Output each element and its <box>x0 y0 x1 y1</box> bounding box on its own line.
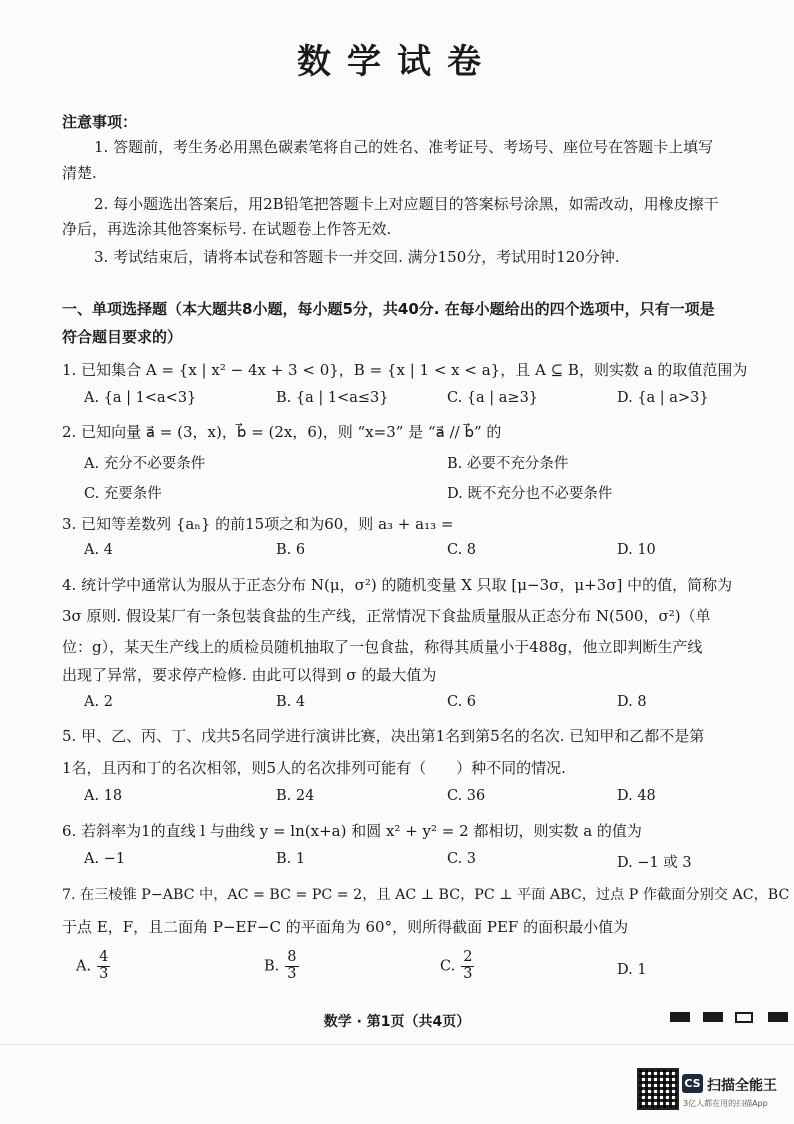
page-divider <box>0 1044 794 1045</box>
question-2-option-d: D. 既不充分也不必要条件 <box>447 486 613 502</box>
question-4-option-c: C. 6 <box>447 694 477 710</box>
question-7-line-2: 于点 E，F，且二面角 P−EF−C 的平面角为 60°，则所得截面 PEF 的面积最小值为 <box>62 918 629 936</box>
question-1-option-c: C. {a | a≥3} <box>447 390 539 406</box>
question-6-option-a: A. −1 <box>84 851 126 867</box>
question-5-option-c: C. 36 <box>447 788 486 804</box>
question-3-option-a: A. 4 <box>84 542 113 558</box>
scanner-app-name: 扫描全能王 <box>707 1078 777 1094</box>
section-heading-line-1: 一、单项选择题（本大题共8小题，每小题5分，共40分. 在每小题给出的四个选项中，只有一项是 <box>62 300 715 318</box>
question-3-option-c: C. 8 <box>447 542 477 558</box>
question-4-line-3: 位：g），某天生产线上的质检员随机抽取了一包食盐，称得其质量小于488g，他立即判断生产线 <box>62 638 703 656</box>
page-footer: 数学 · 第1页（共4页） <box>323 1014 471 1030</box>
question-1-stem: 1. 已知集合 A = {x | x² − 4x + 3 < 0}，B = {x | 1 < x < a}，且 A ⊆ B，则实数 a 的取值范围为 <box>62 361 748 379</box>
question-5-option-b: B. 24 <box>276 788 315 804</box>
exam-title: 数学试卷 <box>297 42 497 82</box>
question-4-line-2: 3σ 原则. 假设某厂有一条包装食盐的生产线，正常情况下食盐质量服从正态分布 N(500，σ²)（单 <box>62 607 711 625</box>
question-3-option-b: B. 6 <box>276 542 306 558</box>
registration-mark-2 <box>703 1012 723 1022</box>
question-5-option-d: D. 48 <box>617 788 656 804</box>
question-4-option-a: A. 2 <box>84 694 113 710</box>
question-5-line-2: 1名，且丙和丁的名次相邻，则5人的名次排列可能有（ ）种不同的情况. <box>62 759 566 777</box>
note-3: 3. 考试结束后，请将本试卷和答题卡一并交回. 满分150分，考试用时120分钟. <box>94 248 620 266</box>
question-7-option-d: D. 1 <box>617 962 647 978</box>
question-6-option-c: C. 3 <box>447 851 477 867</box>
scanner-logo: CS <box>682 1074 703 1093</box>
question-4-option-b: B. 4 <box>276 694 306 710</box>
question-6-option-d: D. −1 或 3 <box>617 855 692 871</box>
note-1-line-2: 清楚. <box>62 164 97 182</box>
question-5-line-1: 5. 甲、乙、丙、丁、戊共5名同学进行演讲比赛，决出第1名到第5名的名次. 已知甲和乙都不是第 <box>62 727 705 745</box>
question-2-stem: 2. 已知向量 a⃗ = (3，x)，b⃗ = (2x，6)，则 “x=3” 是 “a⃗ // b⃗” 的 <box>62 423 502 441</box>
section-heading-line-2: 符合题目要求的） <box>62 328 183 346</box>
question-6-option-b: B. 1 <box>276 851 306 867</box>
question-2-option-c: C. 充要条件 <box>84 486 162 502</box>
registration-mark-1 <box>670 1012 690 1022</box>
question-7-option-c: C. $\frac{2}{3}$ <box>440 949 473 982</box>
question-7-option-b: B. $\frac{8}{3}$ <box>264 949 297 982</box>
notes-heading: 注意事项： <box>62 113 138 131</box>
question-2-option-a: A. 充分不必要条件 <box>84 456 206 472</box>
question-3-stem: 3. 已知等差数列 {aₙ} 的前15项之和为60，则 a₃ + a₁₃ = <box>62 515 454 533</box>
question-4-line-4: 出现了异常，要求停产检修. 由此可以得到 σ 的最大值为 <box>62 666 437 684</box>
question-1-option-d: D. {a | a>3} <box>617 390 709 406</box>
registration-mark-4 <box>768 1012 788 1022</box>
note-2-line-1: 2. 每小题选出答案后，用2B铅笔把答题卡上对应题目的答案标号涂黑，如需改动，用橡皮擦干 <box>94 195 719 213</box>
question-4-line-1: 4. 统计学中通常认为服从于正态分布 N(μ，σ²) 的随机变量 X 只取 [μ−3σ，μ+3σ] 中的值，简称为 <box>62 576 733 594</box>
question-7-line-1: 7. 在三棱锥 P−ABC 中，AC = BC = PC = 2，且 AC ⊥ BC，PC ⊥ 平面 ABC，过点 P 作截面分别交 AC，BC <box>62 887 790 903</box>
question-1-option-a: A. {a | 1<a<3} <box>84 390 197 406</box>
question-3-option-d: D. 10 <box>617 542 656 558</box>
question-7-option-a: A. $\frac{4}{3}$ <box>76 949 109 982</box>
question-5-option-a: A. 18 <box>84 788 123 804</box>
question-2-option-b: B. 必要不充分条件 <box>447 456 569 472</box>
note-2-line-2: 净后，再选涂其他答案标号. 在试题卷上作答无效. <box>62 220 392 238</box>
scanner-tagline: 3亿人都在用的扫描App <box>683 1099 768 1108</box>
question-6-stem: 6. 若斜率为1的直线 l 与曲线 y = ln(x+a) 和圆 x² + y² = 2 都相切，则实数 a 的值为 <box>62 822 642 840</box>
note-1-line-1: 1. 答题前，考生务必用黑色碳素笔将自己的姓名、准考证号、考场号、座位号在答题卡上填写 <box>94 138 714 156</box>
registration-mark-3 <box>735 1012 753 1023</box>
question-4-option-d: D. 8 <box>617 694 647 710</box>
question-1-option-b: B. {a | 1<a≤3} <box>276 390 389 406</box>
qr-code-icon <box>637 1068 679 1110</box>
